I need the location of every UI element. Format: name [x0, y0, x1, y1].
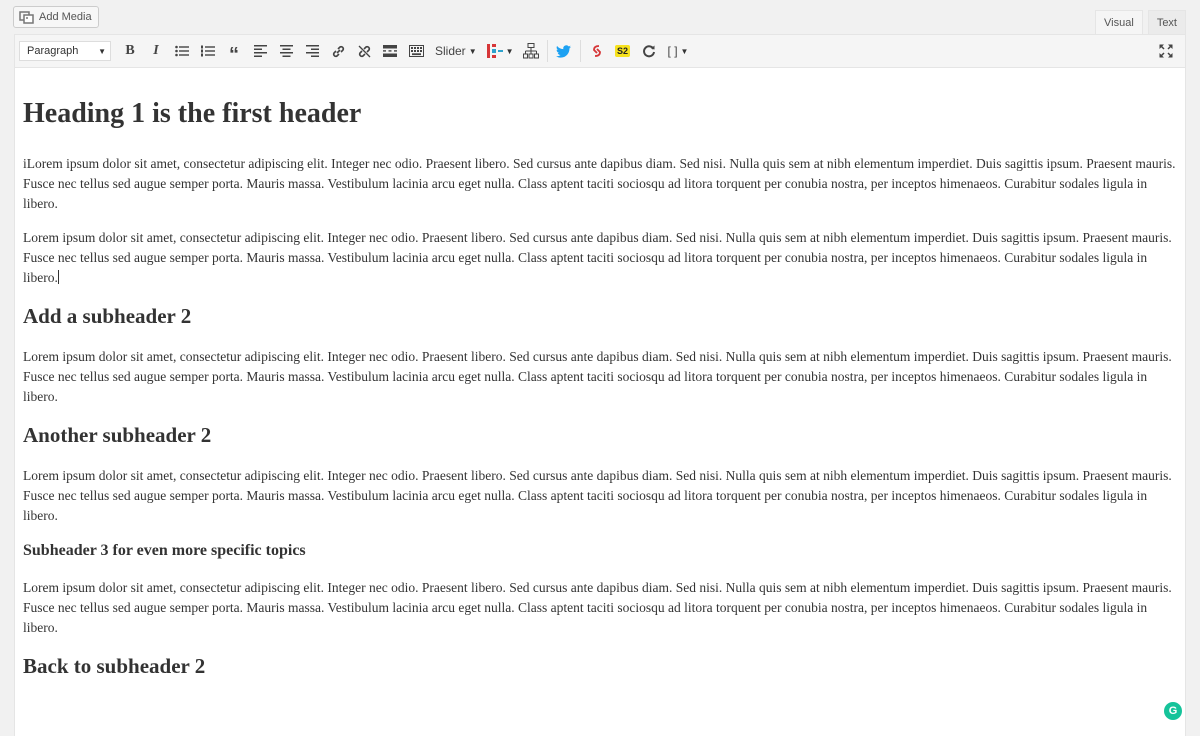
sitemap-button[interactable]	[518, 38, 544, 64]
heading-2: Another subheader 2	[23, 423, 212, 447]
add-media-button[interactable]	[13, 6, 99, 28]
dropdown-caret-icon: ▼	[505, 46, 514, 56]
heading-2: Back to subheader 2	[23, 654, 206, 678]
s2-icon: S2	[617, 46, 629, 56]
media-icon	[19, 11, 34, 24]
quote-icon: “	[229, 44, 239, 66]
insert-link-button[interactable]	[325, 38, 351, 64]
sitemap-icon	[523, 43, 539, 59]
grammarly-button[interactable]: G	[1164, 702, 1182, 720]
numbered-list-icon	[201, 45, 215, 57]
dropdown-caret-icon: ▼	[680, 46, 689, 56]
format-select-value: Paragraph	[27, 45, 79, 57]
align-left-button[interactable]	[247, 38, 273, 64]
heading-1: Heading 1 is the first header	[23, 98, 362, 129]
italic-button[interactable]	[143, 38, 169, 64]
s2-button[interactable]	[610, 38, 636, 64]
heading-3: Subheader 3 for even more specific topics	[23, 542, 306, 559]
format-select[interactable]	[19, 41, 111, 61]
refresh-button[interactable]	[636, 38, 662, 64]
bullet-list-button[interactable]	[169, 38, 195, 64]
shortcode-dropdown[interactable]	[662, 38, 695, 64]
read-more-button[interactable]	[377, 38, 403, 64]
unlink-icon	[357, 44, 372, 59]
paragraph: Lorem ipsum dolor sit amet, consectetur adipiscing elit. Integer nec odio. Praesent libero. Sed cursus ante dapibus diam. Sed nisi. Nulla quis sem at nibh elementum imperdiet. Duis sagittis ipsum. Praesent mauris. Fusce nec tellus sed augue semper porta. Mauris massa. Vestibulum lacinia arcu eget nulla. Class aptent taciti sociosqu ad litora torquent per conubia nostra, per inceptos himenaeos. Curabitur sodales ligula in libero.	[23, 580, 1172, 635]
bullet-list-icon	[175, 45, 189, 57]
numbered-list-button[interactable]	[195, 38, 221, 64]
tab-visual[interactable]: Visual	[1095, 10, 1143, 35]
remove-link-button[interactable]	[351, 38, 377, 64]
toolbar-separator	[547, 40, 548, 62]
align-right-button[interactable]	[299, 38, 325, 64]
paragraph-text: Lorem ipsum dolor sit amet, consectetur adipiscing elit. Integer nec odio. Praesent libero. Sed cursus ante dapibus diam. Sed nisi. Nulla quis sem at nibh elementum imperdiet. Duis sagittis ipsum. Praesent mauris. Fusce nec tellus sed augue semper porta. Mauris massa. Vestibulum lacinia arcu eget nulla. Class aptent taciti sociosqu ad litora torquent per conubia nostra, per inceptos himenaeos. Curabitur sodales ligula in libero.	[23, 230, 1172, 285]
tab-text[interactable]: Text	[1148, 10, 1186, 34]
toolbar-toggle-button[interactable]	[403, 38, 429, 64]
editor-toolbar	[15, 35, 1185, 68]
paragraph: Lorem ipsum dolor sit amet, consectetur adipiscing elit. Integer nec odio. Praesent libero. Sed cursus ante dapibus diam. Sed nisi. Nulla quis sem at nibh elementum imperdiet. Duis sagittis ipsum. Praesent mauris. Fusce nec tellus sed augue semper porta. Mauris massa. Vestibulum lacinia arcu eget nulla. Class aptent taciti sociosqu ad litora torquent per conubia nostra, per inceptos himenaeos. Curabitur sodales ligula in libero.	[23, 468, 1172, 523]
italic-icon: I	[153, 43, 159, 58]
fullscreen-button[interactable]	[1153, 38, 1179, 64]
editor	[14, 34, 1186, 736]
toolbar-separator	[580, 40, 581, 62]
blockquote-button[interactable]	[221, 38, 247, 64]
layout-icon	[487, 44, 503, 58]
align-center-button[interactable]	[273, 38, 299, 64]
paragraph: Lorem ipsum dolor sit amet, consectetur adipiscing elit. Integer nec odio. Praesent libero. Sed cursus ante dapibus diam. Sed nisi. Nulla quis sem at nibh elementum imperdiet. Duis sagittis ipsum. Praesent mauris. Fusce nec tellus sed augue semper porta. Mauris massa. Vestibulum lacinia arcu eget nulla. Class aptent taciti sociosqu ad litora torquent per conubia nostra, per inceptos himenaeos. Curabitur sodales ligula in libero.	[23, 349, 1172, 404]
text-cursor	[58, 270, 59, 284]
heading-2: Add a subheader 2	[23, 304, 192, 328]
slider-dropdown[interactable]	[429, 38, 483, 64]
bold-icon: B	[125, 43, 135, 58]
editor-content[interactable]	[15, 68, 1178, 680]
read-more-icon	[383, 45, 397, 57]
tweet-button[interactable]	[551, 38, 577, 64]
layout-dropdown[interactable]	[483, 38, 518, 64]
scribd-link-icon	[590, 44, 604, 58]
shortcode-label: [ ]	[667, 44, 678, 58]
paragraph-with-cursor	[23, 228, 1178, 288]
dropdown-caret-icon: ▼	[98, 46, 106, 56]
fullscreen-icon	[1159, 44, 1173, 58]
paragraph: iLorem ipsum dolor sit amet, consectetur adipiscing elit. Integer nec odio. Praesent libero. Sed cursus ante dapibus diam. Sed nisi. Nulla quis sem at nibh elementum imperdiet. Duis sagittis ipsum. Praesent mauris. Fusce nec tellus sed augue semper porta. Mauris massa. Vestibulum lacinia arcu eget nulla. Class aptent taciti sociosqu ad litora torquent per conubia nostra, per inceptos himenaeos. Curabitur sodales ligula in libero.	[23, 156, 1176, 211]
add-media-label: Add Media	[39, 11, 92, 23]
refresh-icon	[642, 44, 656, 58]
keyboard-icon	[409, 45, 424, 57]
align-left-icon	[254, 45, 267, 57]
align-center-icon	[280, 45, 293, 57]
slider-label: Slider	[435, 44, 466, 58]
twitter-icon	[556, 45, 571, 58]
link-icon	[331, 44, 346, 59]
bold-button[interactable]	[117, 38, 143, 64]
align-right-icon	[306, 45, 319, 57]
editor-tabs	[1090, 10, 1186, 35]
shortcode-link-button[interactable]	[584, 38, 610, 64]
dropdown-caret-icon: ▼	[468, 46, 477, 56]
